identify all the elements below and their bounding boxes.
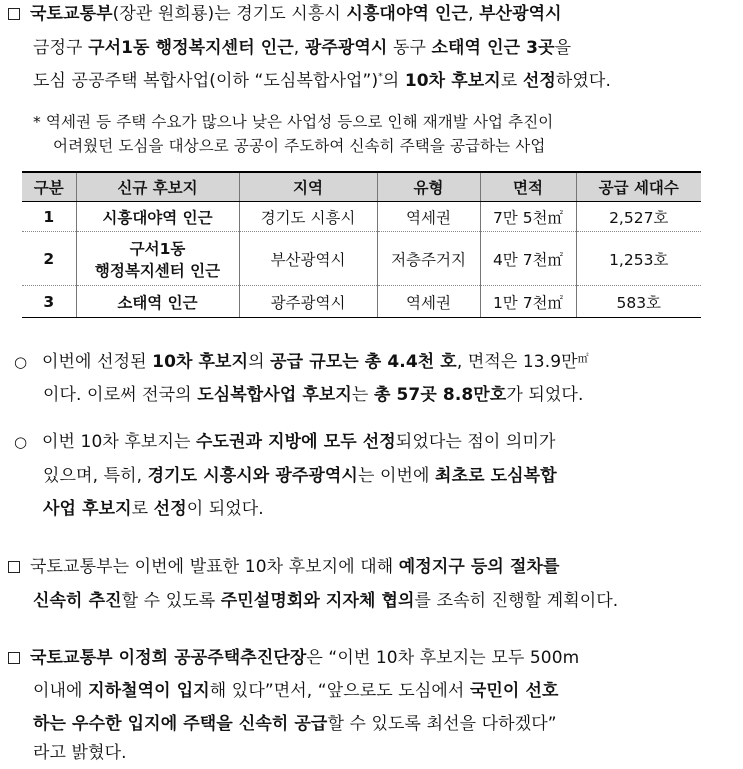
text: 이번 10차 후보지는 xyxy=(42,432,196,452)
cell-site-line2: 행정복지센터 인근 xyxy=(94,261,221,280)
text: 할 수 있도록 xyxy=(121,591,221,611)
para5-line2 xyxy=(33,680,559,702)
para5-line4: 라고 밝혔다. xyxy=(33,743,127,763)
circle-bullet-icon: ○ xyxy=(14,433,28,451)
text: 부산광역시 xyxy=(479,4,562,24)
footnote-line1: * 역세권 등 주택 수요가 많으나 낮은 사업성 등으로 인해 재개발 사업 추진이 xyxy=(33,113,554,131)
square-bullet-icon xyxy=(8,561,20,573)
text: 선정 xyxy=(153,499,187,519)
cell-site: 시흥대야역 인근 xyxy=(76,202,239,232)
text: 시흥대야역 인근 xyxy=(346,4,469,24)
square-bullet-icon xyxy=(8,8,20,20)
square-bullet-icon xyxy=(8,652,20,664)
text: 하였다. xyxy=(555,71,611,91)
text: 있으며, 특히, xyxy=(43,466,148,486)
text: 최초로 도심복합 xyxy=(435,466,557,486)
cell-region: 광주광역시 xyxy=(239,286,377,318)
para3-line1 xyxy=(14,431,556,453)
text: 이 되었다. xyxy=(186,499,264,519)
cell-region: 경기도 시흥시 xyxy=(239,202,377,232)
text: 은 “이번 10차 후보지는 모두 500m xyxy=(306,648,580,668)
text: 되었다는 점이 의미가 xyxy=(395,432,556,452)
table-row xyxy=(22,232,701,286)
para3-line3 xyxy=(43,498,264,520)
text: 국토교통부는 이번에 발표한 10차 후보지에 대해 xyxy=(30,557,399,577)
text: , xyxy=(293,38,305,58)
cell-site-line1: 구서1동 xyxy=(129,239,186,258)
text: 경기도 시흥시와 광주광역시 xyxy=(147,466,358,486)
cell-area: 1만 7천㎡ xyxy=(480,286,576,318)
text: 이번에 선정된 xyxy=(42,352,153,372)
text: 할 수 있도록 최선을 다하겠다” xyxy=(327,714,557,734)
table-row xyxy=(22,286,701,318)
header-area: 면적 xyxy=(480,172,576,202)
header-no: 구분 xyxy=(22,172,76,202)
text: 를 조속히 진행할 계획이다. xyxy=(414,591,619,611)
unit-text: ㎡ xyxy=(577,352,589,365)
text: 로 xyxy=(500,71,523,91)
header-site: 신규 후보지 xyxy=(76,172,239,202)
cell-site: 소태역 인근 xyxy=(76,286,239,318)
header-region: 지역 xyxy=(239,172,377,202)
text: 사업 후보지 xyxy=(43,499,132,519)
para1-line1 xyxy=(8,3,562,25)
text: 10차 후보지 xyxy=(152,352,249,372)
text: 주민설명회와 지자체 협의 xyxy=(220,591,415,611)
text: 총 57곳 8.8만호 xyxy=(373,385,507,405)
para2-line1 xyxy=(14,351,589,373)
text: 구서1동 행정복지센터 인근 xyxy=(88,38,294,58)
text: 는 xyxy=(351,385,374,405)
text: 10차 후보지 xyxy=(404,71,501,91)
cell-units: 1,253호 xyxy=(576,232,701,286)
cell-no: 2 xyxy=(22,232,76,286)
text: (장관 원희룡)는 경기도 시흥시 xyxy=(112,4,347,24)
cell-type: 저층주거지 xyxy=(377,232,480,286)
para5-line1 xyxy=(8,647,579,669)
text: 이내에 xyxy=(33,681,89,701)
text: 신속히 추진 xyxy=(33,591,122,611)
text: 도심복합사업 후보지 xyxy=(197,385,352,405)
para4-line1 xyxy=(8,556,560,578)
cell-units: 2,527호 xyxy=(576,202,701,232)
text: 예정지구 등의 절차를 xyxy=(398,557,560,577)
text: 을 xyxy=(554,38,572,58)
text: 의 xyxy=(382,71,405,91)
text: 소태역 인근 3곳 xyxy=(431,38,555,58)
footnote-marker: * xyxy=(378,72,383,82)
text: 해 있다”면서, “앞으로도 도심에서 xyxy=(209,681,470,701)
cell-region: 부산광역시 xyxy=(239,232,377,286)
para5-line3 xyxy=(33,713,557,735)
table-row xyxy=(22,202,701,232)
text: 로 xyxy=(131,499,154,519)
candidate-sites-table xyxy=(22,171,701,318)
para3-line2 xyxy=(43,465,557,487)
text: 국민이 선호 xyxy=(469,681,559,701)
footnote-line2: 어려웠던 도심을 대상으로 공공이 주도하여 신속히 주택을 공급하는 사업 xyxy=(53,137,546,155)
text: 지하철역이 입지 xyxy=(88,681,210,701)
text: 도심 공공주택 복합사업(이하 “도심복합사업”) xyxy=(33,71,379,91)
table-header-row xyxy=(22,172,701,202)
header-units: 공급 세대수 xyxy=(576,172,701,202)
text: 금정구 xyxy=(33,38,89,58)
cell-no: 3 xyxy=(22,286,76,318)
text: 선정 xyxy=(522,71,556,91)
text: 동구 xyxy=(387,38,432,58)
text: , xyxy=(468,4,480,24)
cell-units: 583호 xyxy=(576,286,701,318)
text: 가 되었다. xyxy=(506,385,584,405)
cell-area: 4만 7천㎡ xyxy=(480,232,576,286)
text: 광주광역시 xyxy=(304,38,388,58)
text: 의 xyxy=(248,352,271,372)
cell-no: 1 xyxy=(22,202,76,232)
text: 하는 우수한 입지에 주택을 신속히 공급 xyxy=(33,714,328,734)
circle-bullet-icon: ○ xyxy=(14,353,28,371)
para1-line2 xyxy=(33,37,571,59)
text: 국토교통부 이정희 공공주택추진단장 xyxy=(30,648,307,668)
para2-line2 xyxy=(43,384,583,406)
cell-site xyxy=(76,232,239,286)
text: 수도권과 지방에 모두 선정 xyxy=(196,432,396,452)
text: , 면적은 13.9만 xyxy=(456,352,578,372)
text: 는 이번에 xyxy=(357,466,436,486)
para1-line3 xyxy=(33,70,611,92)
text: 국토교통부 xyxy=(30,4,113,24)
header-type: 유형 xyxy=(377,172,480,202)
cell-type: 역세권 xyxy=(377,202,480,232)
cell-type: 역세권 xyxy=(377,286,480,318)
text: 공급 규모는 총 4.4천 호 xyxy=(270,352,457,372)
text: 이다. 이로써 전국의 xyxy=(43,385,198,405)
cell-area: 7만 5천㎡ xyxy=(480,202,576,232)
para4-line2 xyxy=(33,590,618,612)
